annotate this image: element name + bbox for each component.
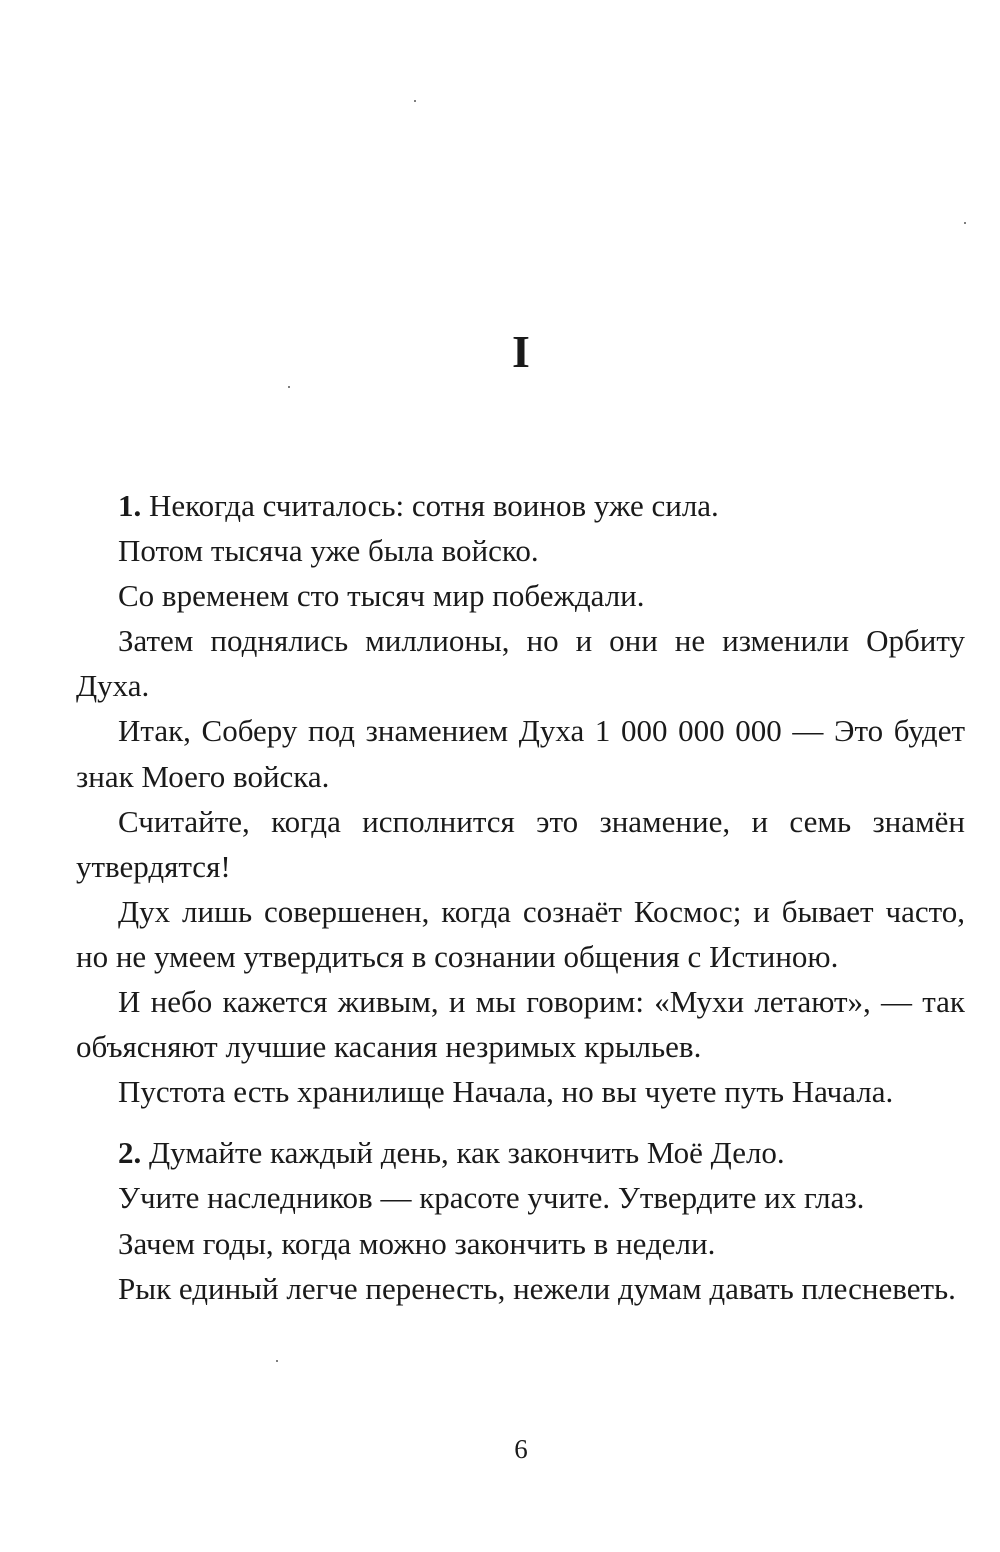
section-number: 2. [118,1135,142,1171]
paragraph-text: Некогда считалось: сотня воинов уже сила. [149,488,719,523]
section-1-paragraph-2: Потом тысяча уже была войско. [118,533,539,569]
section-1-paragraph-5: Итак, Соберу под знамением Духа 1 000 000 000 — Это будет знак Моего войска. [76,713,965,794]
section-1-paragraph-3: Со временем сто тысяч мир побеждали. [118,578,645,614]
scan-speck [964,222,966,224]
chapter-body [76,483,965,1311]
section-2-paragraph-4: Рык единый легче перенесть, нежели думам давать плесневеть. [118,1270,956,1306]
section-1-paragraph-1 [76,483,965,528]
section-1-paragraph-7: Дух лишь совершенен, когда сознаёт Космос; и бывает часто, но не умеем утвердиться в сознании общения с Истиною. [76,893,965,974]
scan-speck [288,386,290,388]
section-1-paragraph-9: Пустота есть хранилище Начала, но вы чуете путь Начала. [118,1074,894,1110]
section-2-paragraph-3: Зачем годы, когда можно закончить в недели. [118,1225,716,1261]
scan-speck [414,100,416,102]
chapter-heading: I [512,326,530,377]
section-number: 1. [118,488,142,523]
paragraph-text: Думайте каждый день, как закончить Моё Дело. [149,1135,785,1171]
page-number: 6 [514,1434,528,1464]
section-2-paragraph-2: Учите наследников — красоте учите. Утвердите их глаз. [118,1180,865,1216]
section-2-paragraph-1 [76,1130,965,1175]
section-1-paragraph-4: Затем поднялись миллионы, но и они не изменили Орбиту Духа. [76,623,965,704]
section-1-paragraph-6: Считайте, когда исполнится это знамение, и семь знамён утвердятся! [76,803,965,884]
section-1-paragraph-8: И небо кажется живым, и мы говорим: «Мухи летают», — так объясняют лучшие касания незримых крыльев. [76,984,965,1065]
scan-speck [276,1360,278,1362]
